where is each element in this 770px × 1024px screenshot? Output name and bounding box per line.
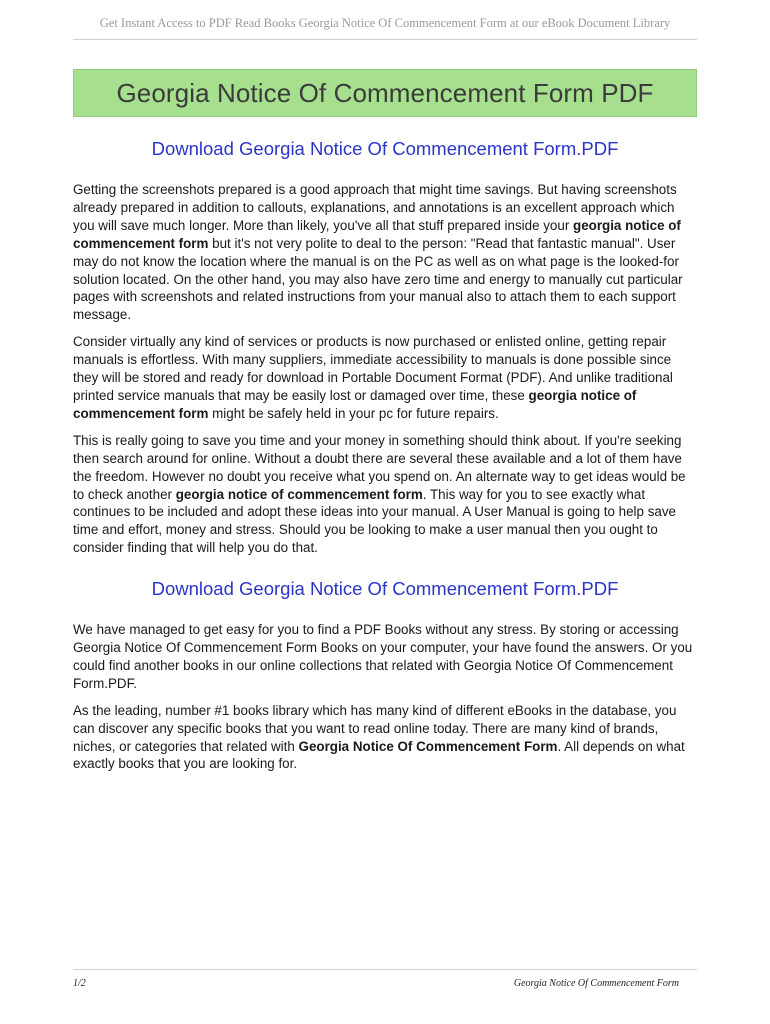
footer-title: Georgia Notice Of Commencement Form [513, 978, 679, 989]
paragraph-2-keyword: georgia notice of commencement form [73, 387, 637, 421]
paragraph-1-text-a: Getting the screenshots prepared is a good approach that might time savings. But having screenshots already prepared in addition to callouts, explanations, and annotations is an excellent approach which you will save much longer. More than likely, you've all that stuff prepared inside your [73, 182, 677, 233]
paragraph-4-text: We have managed to get easy for you to find a PDF Books without any stress. By storing or accessing Georgia Notice Of Commencement Form Books on your computer, your have found the answers. Or you could find another books in our online collections that related with Georgia Notice Of Commencement Form.PDF. [73, 622, 693, 691]
page-number: 1/2 [73, 978, 86, 989]
paragraph-2 [73, 333, 697, 423]
paragraph-3 [73, 432, 697, 557]
download-link-bottom[interactable]: Download Georgia Notice Of Commencement Form.PDF [151, 578, 619, 600]
paragraph-4 [73, 621, 697, 693]
footer-divider [73, 969, 697, 970]
paragraph-1-text-c: but it's not very polite to deal to the person: "Read that fantastic manual". User may do not know the location where the manual is on the PC as well as on what page is the looked-for solution located. On the other hand, you may also have zero time and energy to manually cut particular pages with screenshots and related instructions from your manual also to attach them to each support message. [73, 235, 683, 323]
header-divider [73, 39, 697, 40]
paragraph-1 [73, 181, 697, 324]
title-banner [73, 69, 697, 117]
header-banner: Get Instant Access to PDF Read Books Georgia Notice Of Commencement Form at our eBook Document Library [99, 16, 671, 30]
paragraph-3-keyword: georgia notice of commencement form [175, 486, 423, 502]
paragraph-5-text-a: As the leading, number #1 books library which has many kind of different eBooks in the database, you can discover any specific books that you want to read online today. There are many kind of brands, niches, or categories that related with [73, 702, 677, 754]
paragraph-5-keyword: Georgia Notice Of Commencement Form [298, 738, 558, 754]
paragraph-3-text-c: . This way for you to see exactly what continues to be included and adopt these ideas into your manual. A User Manual is going to help save time and effort, money and stress. Should you be looking to make a user manual then you ought to consider finding that will help you do that. [73, 486, 676, 556]
paragraph-5 [73, 702, 697, 774]
paragraph-2-text-c: might be safely held in your pc for future repairs. [208, 405, 499, 421]
paragraph-5-text-c: . All depends on what exactly books that you are looking for. [73, 738, 685, 772]
paragraph-3-text-a: This is really going to save you time and your money in something should think about. If you're seeking then search around for online. Without a doubt there are several these available and a lot of them have the freedom. However no doubt you receive what you spend on. An alternate way to get ideas would be to check another [73, 432, 686, 502]
download-link-top[interactable]: Download Georgia Notice Of Commencement Form.PDF [151, 138, 619, 159]
page-title: Georgia Notice Of Commencement Form PDF [116, 77, 654, 108]
paragraph-1-keyword: georgia notice of commencement form [73, 217, 681, 251]
document-body [73, 137, 697, 773]
paragraph-2-text-a: Consider virtually any kind of services or products is now purchased or enlisted online, getting repair manuals is effortless. With many suppliers, immediate accessibility to manuals is done possible since they will be stored and ready for download in Portable Document Format (PDF). And unlike traditional printed service manuals that may be easily lost or damaged over time, these [73, 334, 673, 403]
